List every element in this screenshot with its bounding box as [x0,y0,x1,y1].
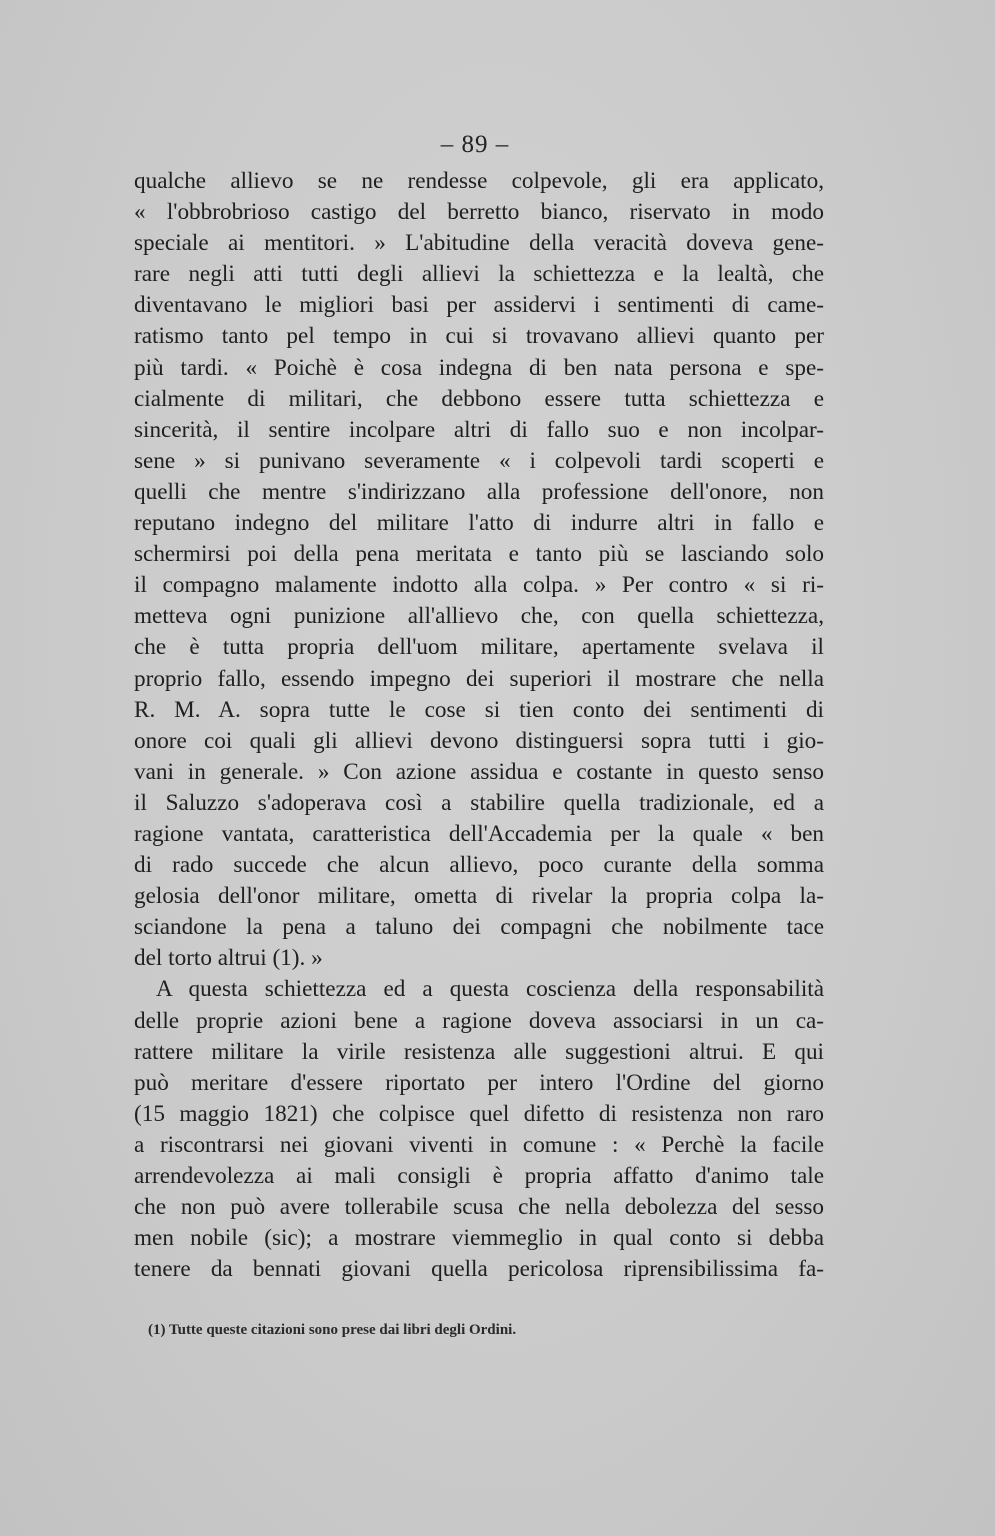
text-line: del torto altrui (1). » [134,945,323,972]
text-line: (15 maggio 1821) che colpisce quel difetto di resistenza non raro [134,1100,824,1127]
text-line: vani in generale. » Con azione assidua e costante in questo senso [134,758,824,785]
text-line: men nobile (sic); a mostrare viemmeglio in qual conto si debba [134,1225,824,1252]
text-line: metteva ogni punizione all'allievo che, con quella schiettezza, [134,603,824,630]
text-line: sene » si punivano severamente « i colpevoli tardi scoperti e [134,447,824,474]
text-line: diventavano le migliori basi per assidervi i sentimenti di came- [134,292,824,319]
text-line: R. M. A. sopra tutte le cose si tien conto dei sentimenti di [134,696,824,723]
text-line: il compagno malamente indotto alla colpa. » Per contro « si ri- [134,572,824,599]
text-line: di rado succede che alcun allievo, poco curante della somma [134,852,824,879]
text-line: proprio fallo, essendo impegno dei superiori il mostrare che nella [134,665,824,692]
body-text [134,166,824,1285]
text-line: delle proprie azioni bene a ragione doveva associarsi in un ca- [134,1007,824,1034]
text-line: arrendevolezza ai mali consigli è propria affatto d'animo tale [134,1163,824,1189]
text-line: gelosia dell'onor militare, ometta di rivelar la propria colpa la- [134,883,824,910]
text-line: onore coi quali gli allievi devono distinguersi sopra tutti i gio- [134,727,824,754]
page-number: – 89 – [440,131,510,158]
text-line: qualche allievo se ne rendesse colpevole, gli era applicato, [134,168,824,194]
text-line: rattere militare la virile resistenza alle suggestioni altrui. E qui [134,1038,824,1065]
text-line: ragione vantata, caratteristica dell'Accademia per la quale « ben [134,820,824,847]
text-line: A questa schiettezza ed a questa coscienza della responsabilità [156,976,824,1003]
text-line: quelli che mentre s'indirizzano alla professione dell'onore, non [134,478,824,505]
text-line: che non può avere tollerabile scusa che nella debolezza del sesso [134,1194,824,1221]
footnote: (1) Tutte queste citazioni sono prese dai libri degli Ordini. [148,1322,517,1338]
text-line: può meritare d'essere riportato per intero l'Ordine del giorno [134,1069,824,1096]
text-line: il Saluzzo s'adoperava così a stabilire quella tradizionale, ed a [134,789,824,816]
text-line: a riscontrarsi nei giovani viventi in comune : « Perchè la facile [134,1131,824,1158]
text-line: cialmente di militari, che debbono essere tutta schiettezza e [134,385,824,412]
text-line: schermirsi poi della pena meritata e tanto più se lasciando solo [134,541,824,568]
text-line: che è tutta propria dell'uom militare, apertamente svelava il [134,634,824,661]
text-line: « l'obbrobrioso castigo del berretto bianco, riservato in modo [134,199,824,226]
text-line: reputano indegno del militare l'atto di indurre altri in fallo e [134,510,824,537]
text-line: rare negli atti tutti degli allievi la schiettezza e la lealtà, che [134,261,824,288]
text-line: tenere da bennati giovani quella pericolosa riprensibilissima fa- [134,1256,824,1283]
text-line: sciandone la pena a taluno dei compagni che nobilmente tace [134,914,824,941]
text-line: sincerità, il sentire incolpare altri di fallo suo e non incolpar- [134,416,824,443]
text-line: speciale ai mentitori. » L'abitudine della veracità doveva gene- [134,230,824,257]
text-line: più tardi. « Poichè è cosa indegna di ben nata persona e spe- [134,354,824,381]
text-line: ratismo tanto pel tempo in cui si trovavano allievi quanto per [134,323,824,350]
